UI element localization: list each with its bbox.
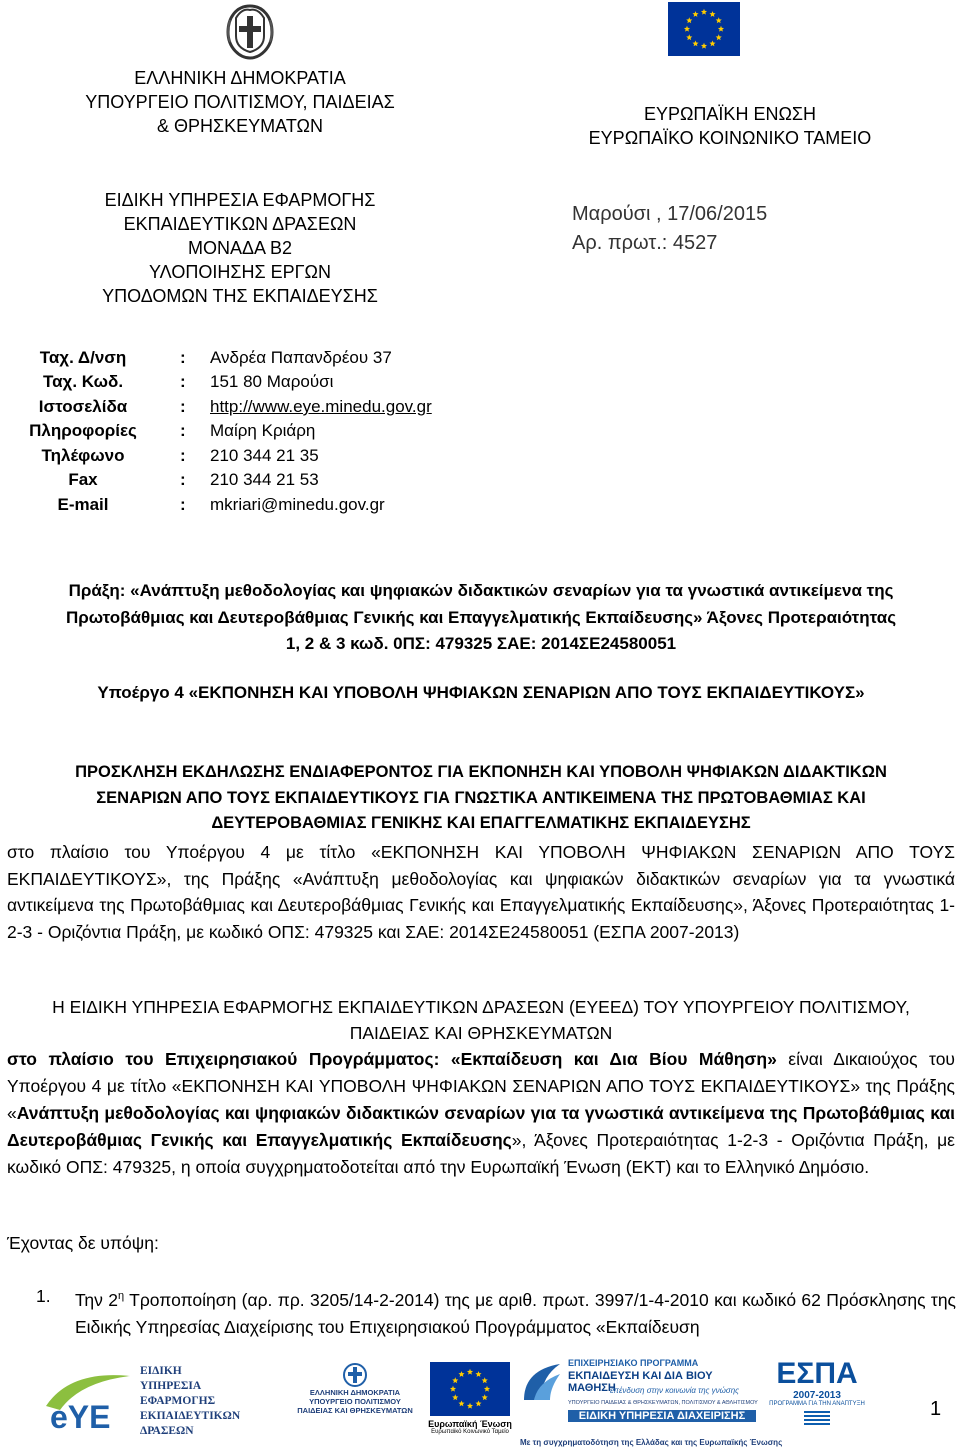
eu-logo-subtext: Ευρωπαϊκό Κοινωνικό Ταμείο bbox=[431, 1429, 509, 1435]
eu-star-icon bbox=[484, 1386, 490, 1392]
eu-line: ΕΥΡΩΠΑΪΚΗ ΕΝΩΣΗ bbox=[643, 104, 817, 124]
eu-star-icon bbox=[467, 1403, 473, 1409]
info-row-website bbox=[10, 395, 610, 419]
op-logo-ministry: ΥΠΟΥΡΓΕΙΟ ΠΑΙΔΕΙΑΣ & ΘΡΗΣΚΕΥΜΑΤΩΝ, ΠΟΛΙΤΙΣΜΟΥ & ΑΘΛΗΤΙΣΜΟΥ bbox=[568, 1400, 758, 1406]
paragraph-text: », Άξονες Προτεραιότητας 1-2-3 - Οριζόντια Πράξη, με κωδικό ΟΠΣ: 479325, η οποία συγχρηματοδοτείται από την Ευρωπαϊκή Ένωση (ΕΚΤ) και το Ελληνικό Δημόσιο. bbox=[7, 1130, 955, 1177]
eu-flag-icon bbox=[668, 2, 740, 56]
invitation-title-line: ΔΕΥΤΕΡΟΒΑΘΜΙΑΣ ΓΕΝΙΚΗΣ ΚΑΙ ΕΠΑΓΓΕΛΜΑΤΙΚΗΣ ΕΚΠΑΙΔΕΥΣΗΣ bbox=[211, 814, 751, 832]
eu-star-icon bbox=[709, 11, 715, 17]
list-number: 1. bbox=[36, 1286, 51, 1306]
project-name: Ανάπτυξη μεθοδολογίας και ψηφιακών διδακτικών σεναρίων για τα γνωστικά αντικείμενα της Πρωτοβάθμιας και Δευτεροβάθμιας Γενικής και Επαγγελματικής Εκπαίδευσης bbox=[7, 1103, 955, 1150]
info-row-email bbox=[10, 493, 610, 517]
info-label: Τηλέφωνο bbox=[41, 446, 125, 465]
espa-logo-years: 2007-2013 bbox=[793, 1390, 841, 1401]
eu-star-icon bbox=[686, 17, 692, 23]
eu-star-icon bbox=[718, 26, 724, 32]
info-row-phone bbox=[10, 444, 610, 468]
eu-star-icon bbox=[475, 1401, 481, 1407]
eu-star-icon bbox=[692, 11, 698, 17]
eu-star-icon bbox=[701, 43, 707, 49]
page-number: 1 bbox=[930, 1398, 942, 1420]
subject-line: Πρωτοβάθμιας και Δευτεροβάθμιας Γενικής και Επαγγελματικής Εκπαίδευσης» Άξονες Προτεραιότητας bbox=[65, 607, 897, 627]
eye-caption-line: ΕΦΑΡΜΟΓΗΣ bbox=[140, 1395, 216, 1407]
eu-star-icon bbox=[482, 1377, 488, 1383]
contact-info bbox=[10, 346, 610, 522]
info-row-address bbox=[10, 346, 610, 370]
website-link[interactable]: http://www.eye.minedu.gov.gr bbox=[210, 397, 432, 416]
eu-star-icon bbox=[716, 17, 722, 23]
unit-line: ΕΙΔΙΚΗ ΥΠΗΡΕΣΙΑ ΕΦΑΡΜΟΓΗΣ bbox=[104, 190, 376, 210]
eu-line: ΕΥΡΩΠΑΪΚΟ ΚΟΙΝΩΝΙΚΟ ΤΑΜΕΙΟ bbox=[588, 128, 872, 148]
invitation-title bbox=[7, 760, 955, 837]
op-logo-authority: ΕΙΔΙΚΗ ΥΠΗΡΕΣΙΑ ΔΙΑΧΕΙΡΙΣΗΣ bbox=[568, 1410, 756, 1422]
info-value: Ανδρέα Παπανδρέου 37 bbox=[210, 348, 392, 367]
espa-logo-subtitle: ΠΡΟΓΡΑΜΜΑ ΓΙΑ ΤΗΝ ΑΝΑΠΤΥΞΗ bbox=[769, 1401, 865, 1407]
eye-caption-line: ΕΚΠΑΙΔΕΥΤΙΚΩΝ bbox=[140, 1410, 241, 1422]
subject-line: Πράξη: «Ανάπτυξη μεθοδολογίας και ψηφιακών διδακτικών σεναρίων για τα γνωστικά αντικείμενα της bbox=[68, 581, 894, 600]
subproject-title: Υποέργο 4 «ΕΚΠΟΝΗΣΗ ΚΑΙ ΥΠΟΒΟΛΗ ΨΗΦΙΑΚΩΝ ΣΕΝΑΡΙΩΝ ΑΠΟ ΤΟΥΣ ΕΚΠΑΙΔΕΥΤΙΚΟΥΣ» bbox=[97, 683, 865, 702]
eu-star-icon bbox=[450, 1386, 456, 1392]
beneficiary-paragraph bbox=[7, 1046, 955, 1181]
info-value: Μαίρη Κριάρη bbox=[210, 421, 316, 440]
info-label: Ταχ. Κωδ. bbox=[42, 372, 124, 391]
ministry-line: ΠΑΙΔΕΙΑΣ ΚΑΙ ΘΡΗΣΚΕΥΜΑΤΩΝ bbox=[297, 1406, 413, 1415]
op-logo-tagline: επένδυση στην κοινωνία της γνώσης bbox=[610, 1386, 740, 1395]
eu-star-icon bbox=[467, 1369, 473, 1375]
eu-star-icon bbox=[452, 1377, 458, 1383]
info-label: E-mail bbox=[57, 495, 109, 514]
info-colon: : bbox=[180, 446, 186, 465]
eu-star-icon bbox=[458, 1371, 464, 1377]
invitation-paragraph: στο πλαίσιο του Υποέργου 4 με τίτλο «ΕΚΠΟΝΗΣΗ ΚΑΙ ΥΠΟΒΟΛΗ ΨΗΦΙΑΚΩΝ ΣΕΝΑΡΙΩΝ ΑΠΟ ΤΟΥΣ ΕΚΠΑΙΔΕΥΤΙΚΟΥΣ», της Πράξης «Ανάπτυξη μεθοδολογίας και ψηφιακών διδακτικών σεναρίων για τα γνωστικά αντικείμενα της Πρωτοβάθμιας και Δευτεροβάθμιας Γενικής και Επαγγελματικής Εκπαίδευσης», Άξονες Προτεραιότητας 1-2-3 - Οριζόντια Πράξη, με κωδικό ΟΠΣ: 479325 και ΣΑΕ: 2014ΣΕ24580051 (ΕΣΠΑ 2007-2013) bbox=[7, 842, 955, 942]
email-link[interactable]: mkriari@minedu.gov.gr bbox=[210, 495, 385, 514]
eu-star-icon bbox=[709, 41, 715, 47]
org-header bbox=[40, 66, 440, 138]
program-name: στο πλαίσιο του Επιχειρησιακού Προγράμματος: «Εκπαίδευση και Δια Βίου Μάθηση» bbox=[7, 1049, 777, 1069]
eu-star-icon bbox=[482, 1394, 488, 1400]
unit-line: ΕΚΠΑΙΔΕΥΤΙΚΩΝ ΔΡΑΣΕΩΝ bbox=[123, 214, 357, 234]
info-colon: : bbox=[180, 372, 186, 391]
protocol-line: Αρ. πρωτ.: 4527 bbox=[572, 232, 718, 254]
info-label: Πληροφορίες bbox=[29, 421, 137, 440]
authority-block bbox=[7, 994, 955, 1046]
date-line: Μαρούσι , 17/06/2015 bbox=[572, 203, 768, 225]
authority-line: ΠΑΙΔΕΙΑΣ ΚΑΙ ΘΡΗΣΚΕΥΜΑΤΩΝ bbox=[349, 1023, 613, 1043]
eye-caption-line: ΕΙΔΙΚΗ bbox=[140, 1365, 182, 1377]
info-value: 151 80 Μαρούσι bbox=[210, 372, 334, 391]
eu-star-icon bbox=[684, 26, 690, 32]
invitation-title-line: ΠΡΟΣΚΛΗΣΗ ΕΚΔΗΛΩΣΗΣ ΕΝΔΙΑΦΕΡΟΝΤΟΣ ΓΙΑ ΕΚΠΟΝΗΣΗ ΚΑΙ ΥΠΟΒΟΛΗ ΨΗΦΙΑΚΩΝ ΔΙΔΑΚΤΙΚΩΝ bbox=[75, 763, 887, 781]
op-logo-title: ΕΠΙΧΕΙΡΗΣΙΑΚΟ ΠΡΟΓΡΑΜΜΑ bbox=[568, 1358, 699, 1368]
eu-star-icon bbox=[701, 9, 707, 15]
eye-logo-caption bbox=[140, 1364, 240, 1439]
unit-line: ΥΛΟΠΟΙΗΣΗΣ ΕΡΓΩΝ bbox=[149, 262, 331, 282]
eu-logo bbox=[426, 1362, 514, 1442]
info-label: Ταχ. Δ/νση bbox=[39, 348, 127, 367]
org-line: & ΘΡΗΣΚΕΥΜΑΤΩΝ bbox=[157, 116, 323, 136]
info-label: Ιστοσελίδα bbox=[38, 397, 128, 416]
eye-caption-line: ΔΡΑΣΕΩΝ bbox=[140, 1425, 194, 1437]
eu-star-icon bbox=[716, 34, 722, 40]
eye-logo-mark bbox=[40, 1366, 136, 1440]
unit-header bbox=[40, 188, 440, 308]
list-item bbox=[36, 1283, 956, 1341]
greek-emblem bbox=[222, 2, 278, 62]
eye-caption-line: ΥΠΗΡΕΣΙΑ bbox=[140, 1380, 202, 1392]
eu-star-icon bbox=[458, 1401, 464, 1407]
unit-line: ΜΟΝΑΔΑ Β2 bbox=[187, 238, 293, 258]
list-text bbox=[75, 1283, 956, 1341]
unit-line: ΥΠΟΔΟΜΩΝ ΤΗΣ ΕΚΠΑΙΔΕΥΣΗΣ bbox=[102, 286, 378, 306]
org-line: ΕΛΛΗΝΙΚΗ ΔΗΜΟΚΡΑΤΙΑ bbox=[134, 68, 346, 88]
eu-header bbox=[540, 102, 920, 150]
info-value: 210 344 21 53 bbox=[210, 470, 319, 489]
espa-logo bbox=[762, 1358, 872, 1438]
cofinancing-note: Με τη συγχρηματοδότηση της Ελλάδας και της Ευρωπαϊκής Ένωσης bbox=[520, 1438, 783, 1447]
subject-block bbox=[7, 578, 955, 658]
invitation-title-line: ΣΕΝΑΡΙΩΝ ΑΠΟ ΤΟΥΣ ΕΚΠΑΙΔΕΥΤΙΚΟΥΣ ΓΙΑ ΓΝΩΣΤΙΚΑ ΑΝΤΙΚΕΙΜΕΝΑ ΤΗΣ ΠΡΩΤΟΒΑΘΜΙΑΣ ΚΑΙ bbox=[96, 788, 866, 807]
info-row-fax bbox=[10, 468, 610, 492]
greek-flag-icon bbox=[804, 1411, 830, 1427]
greek-emblem-small bbox=[342, 1362, 368, 1388]
list-text-part: Τροποποίηση (αρ. πρ. 3205/14-2-2014) της με αριθ. πρωτ. 3997/1-4-2010 και κωδικό 62 Πρόσκλησης της Ειδικής Υπηρεσίας Διαχείρισης του Επιχειρησιακού Προγράμματος «Εκπαίδευση bbox=[75, 1289, 956, 1337]
op-logo-mark bbox=[520, 1360, 564, 1404]
superscript: η bbox=[117, 1290, 125, 1302]
info-colon: : bbox=[180, 421, 186, 440]
org-line: ΥΠΟΥΡΓΕΙΟ ΠΟΛΙΤΙΣΜΟΥ, ΠΑΙΔΕΙΑΣ bbox=[85, 92, 395, 112]
authority-line: Η ΕΙΔΙΚΗ ΥΠΗΡΕΣΙΑ ΕΦΑΡΜΟΓΗΣ ΕΚΠΑΙΔΕΥΤΙΚΩΝ ΔΡΑΣΕΩΝ (ΕΥΕΕΔ) ΤΟΥ ΥΠΟΥΡΓΕΙΟΥ ΠΟΛΙΤΙΣΜΟΥ, bbox=[52, 997, 910, 1017]
info-label: Fax bbox=[68, 470, 98, 489]
eu-star-icon bbox=[452, 1394, 458, 1400]
espa-logo-title: ΕΣΠΑ bbox=[776, 1357, 858, 1390]
info-value: 210 344 21 35 bbox=[210, 446, 319, 465]
ministry-line: ΥΠΟΥΡΓΕΙΟ ΠΟΛΙΤΙΣΜΟΥ bbox=[309, 1397, 401, 1406]
subject-line: 1, 2 & 3 κωδ. 0ΠΣ: 479325 ΣΑΕ: 2014ΣΕ24580051 bbox=[285, 634, 677, 653]
eye-logo bbox=[40, 1360, 270, 1446]
ministry-logo bbox=[290, 1362, 420, 1442]
info-colon: : bbox=[180, 397, 186, 416]
operational-program-logo bbox=[520, 1358, 760, 1442]
info-colon: : bbox=[180, 470, 186, 489]
info-colon: : bbox=[180, 348, 186, 367]
info-colon: : bbox=[180, 495, 186, 514]
paragraph-text: είναι Δικαιούχος του Υποέργου 4 με τίτλο «ΕΚΠΟΝΗΣΗ ΚΑΙ ΥΠΟΒΟΛΗ ΨΗΦΙΑΚΩΝ ΣΕΝΑΡΙΩΝ ΑΠΟ ΤΟΥΣ ΕΚΠΑΙΔΕΥΤΙΚΟΥΣ» της Πράξης « bbox=[7, 1049, 955, 1123]
info-row-postcode bbox=[10, 370, 610, 394]
ministry-line: ΕΛΛΗΝΙΚΗ ΔΗΜΟΚΡΑΤΙΑ bbox=[309, 1388, 401, 1397]
considering-heading: Έχοντας δε υπόψη: bbox=[7, 1233, 159, 1253]
op-logo-subtitle: ΕΚΠΑΙΔΕΥΣΗ ΚΑΙ ΔΙΑ ΒΙΟΥ ΜΑΘΗΣΗ bbox=[568, 1370, 713, 1394]
eu-flag-small-icon bbox=[430, 1362, 510, 1416]
eu-logo-text: Ευρωπαϊκή Ένωση bbox=[428, 1419, 512, 1429]
eu-star-icon bbox=[692, 41, 698, 47]
eu-star-icon bbox=[686, 34, 692, 40]
list-text-part: Την 2 bbox=[75, 1289, 118, 1310]
eye-logo-text: eYE bbox=[50, 1399, 111, 1435]
eu-star-icon bbox=[475, 1371, 481, 1377]
info-row-contact-person bbox=[10, 419, 610, 443]
